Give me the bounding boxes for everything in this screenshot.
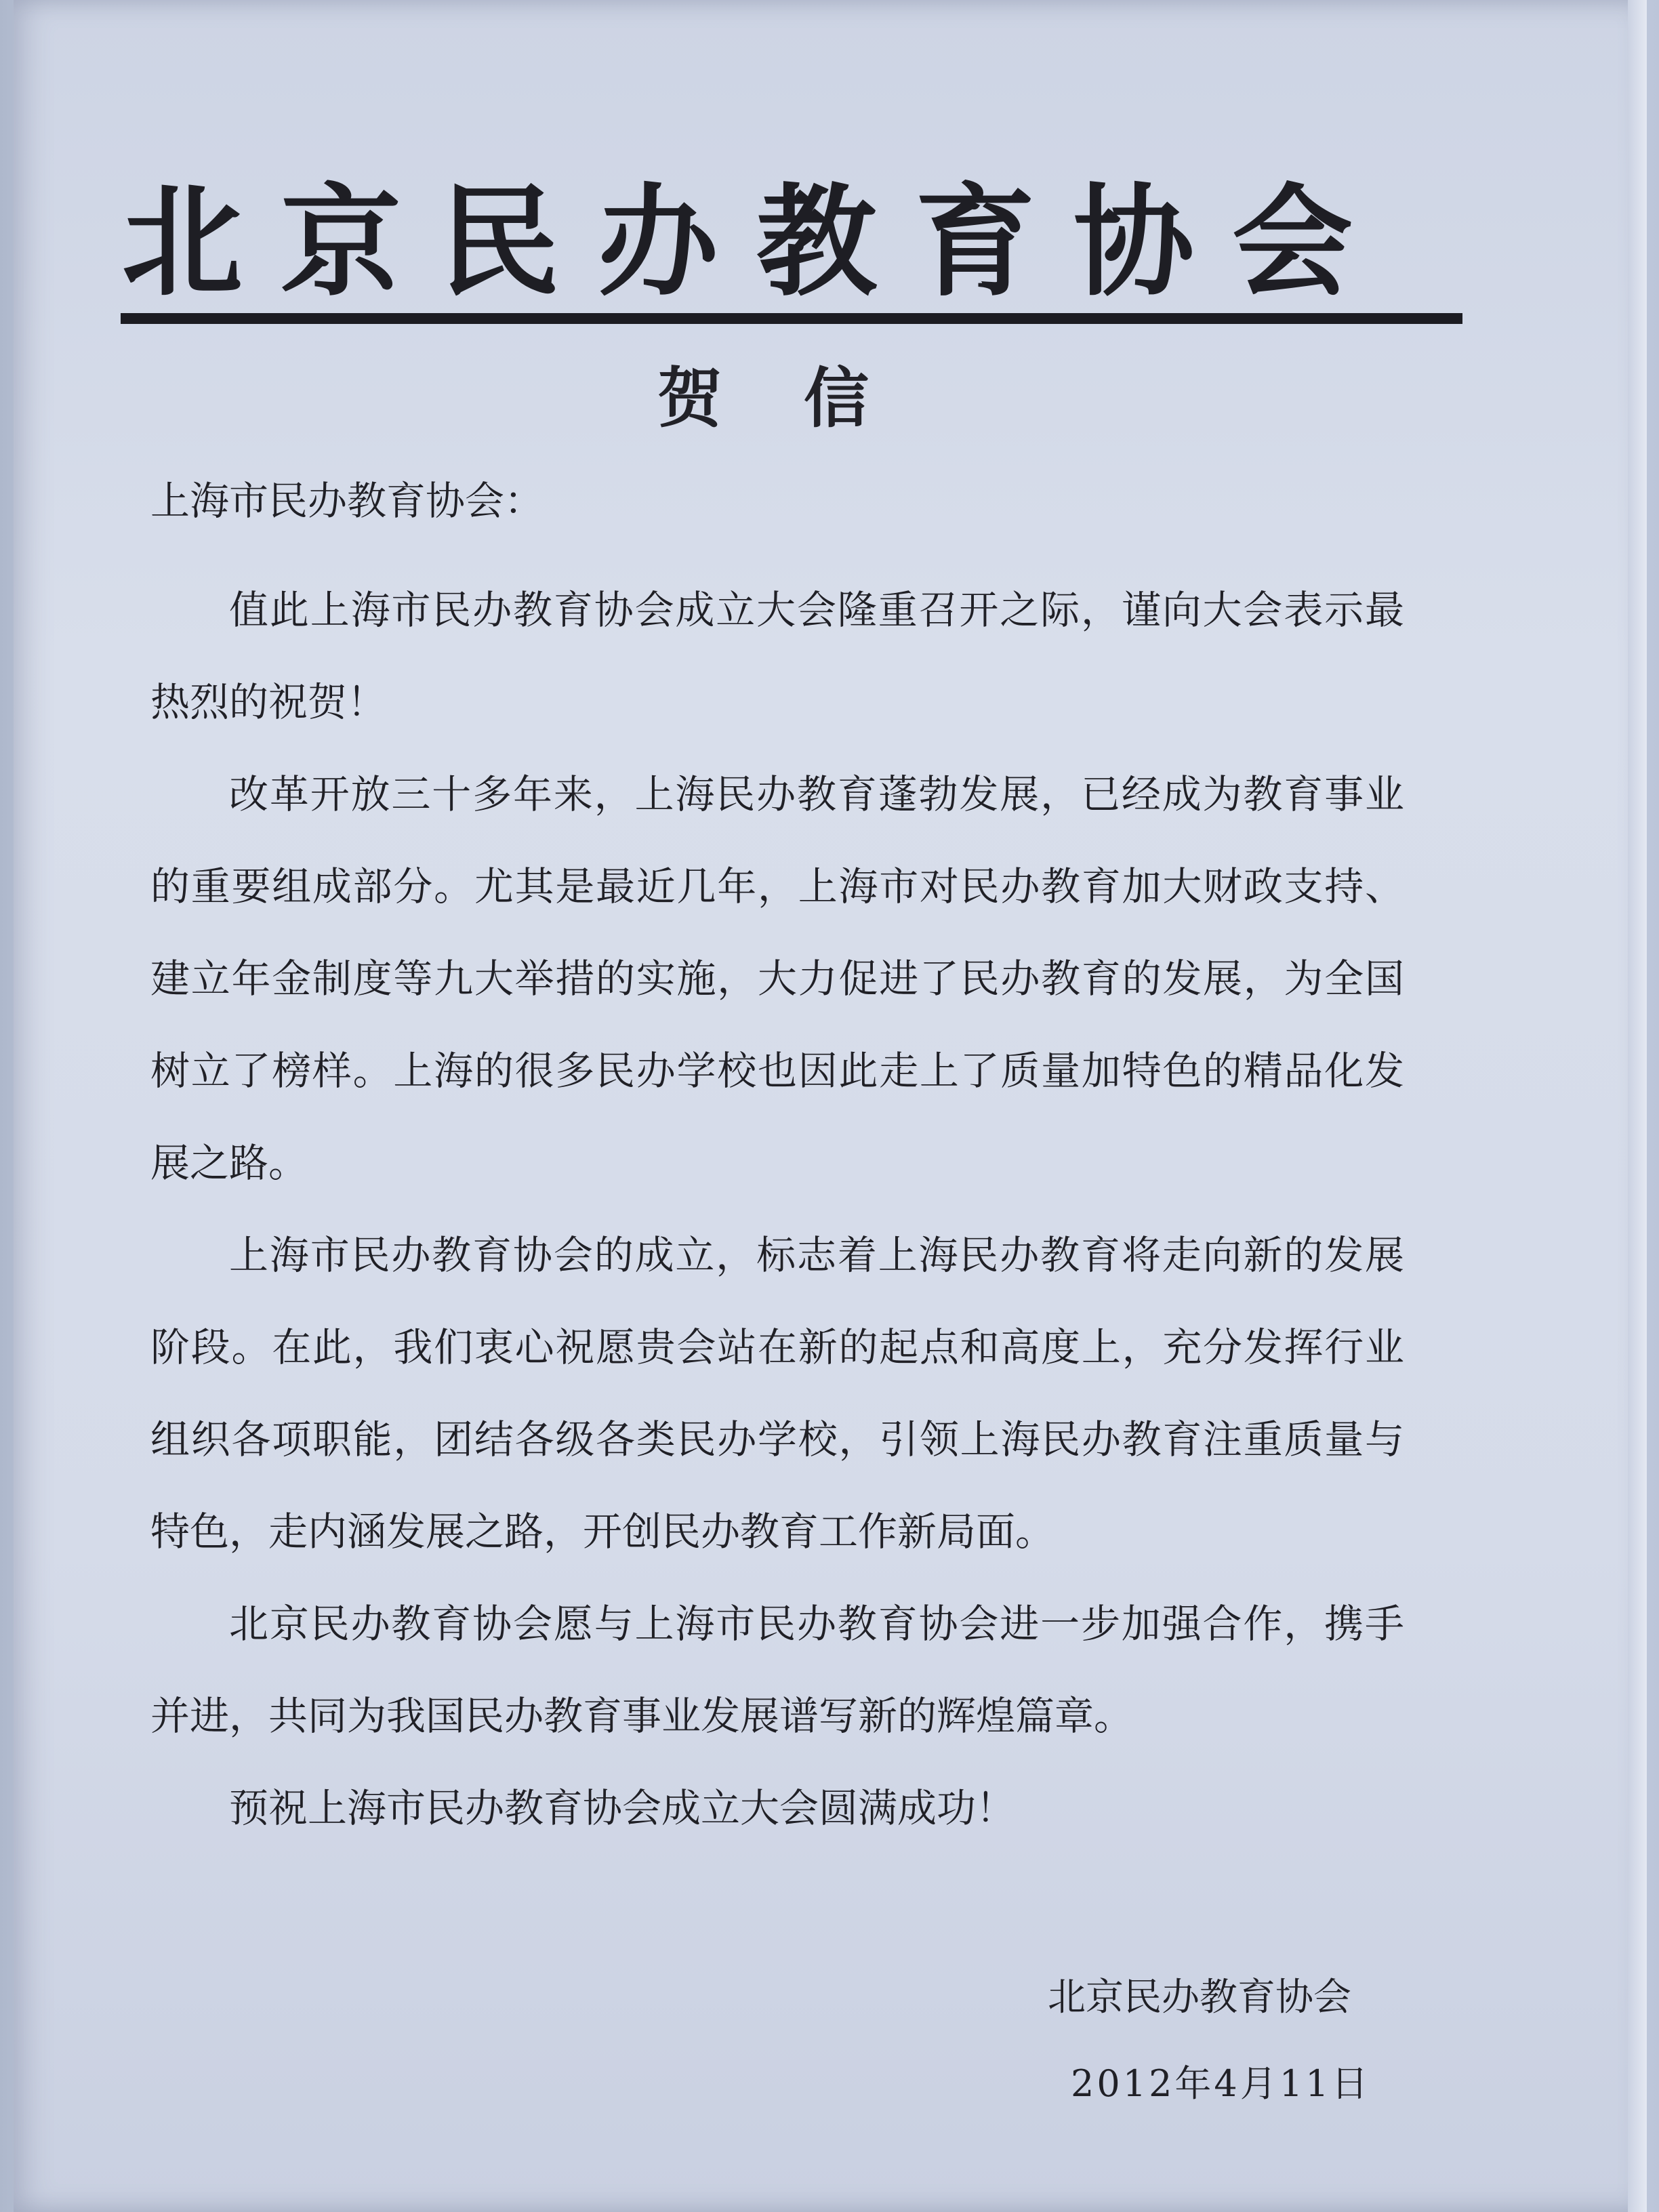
letter-heading: 贺信 — [657, 360, 950, 436]
letterhead-rule — [121, 313, 1462, 324]
body-paragraph: 改革开放三十多年来，上海民办教育蓬勃发展，已经成为教育事业的重要组成部分。尤其是最近几年，上海市对民办教育加大财政支持、建立年金制度等九大举措的实施，大力促进了民办教育的发展，为全国树立了榜样。上海的很多民办学校也因此走上了质量加特色的精品化发展之路。 — [150, 771, 1404, 1186]
paper-edge — [1628, 0, 1647, 2212]
letter-date: 2012年4月11日 — [1071, 2062, 1371, 2105]
signature-organization: 北京民办教育协会 — [1048, 1975, 1351, 2020]
body-paragraph: 北京民办教育协会愿与上海市民办教育协会进一步加强合作，携手并进，共同为我国民办教育事业发展谱写新的辉煌篇章。 — [150, 1601, 1404, 1739]
letterhead-title: 北京民办教育协会 — [122, 171, 1391, 312]
body-paragraph: 值此上海市民办教育协会成立大会隆重召开之际，谨向大会表示最热烈的祝贺！ — [150, 587, 1404, 725]
body-paragraph: 预祝上海市民办教育协会成立大会圆满成功！ — [229, 1785, 1016, 1831]
body-paragraph: 上海市民办教育协会的成立，标志着上海民办教育将走向新的发展阶段。在此，我们衷心祝愿贵会站在新的起点和高度上，充分发挥行业组织各项职能，团结各级各类民办学校，引领上海民办教育注重质量与特色，走内涵发展之路，开创民办教育工作新局面。 — [150, 1232, 1404, 1555]
salutation: 上海市民办教育协会： — [150, 478, 544, 524]
